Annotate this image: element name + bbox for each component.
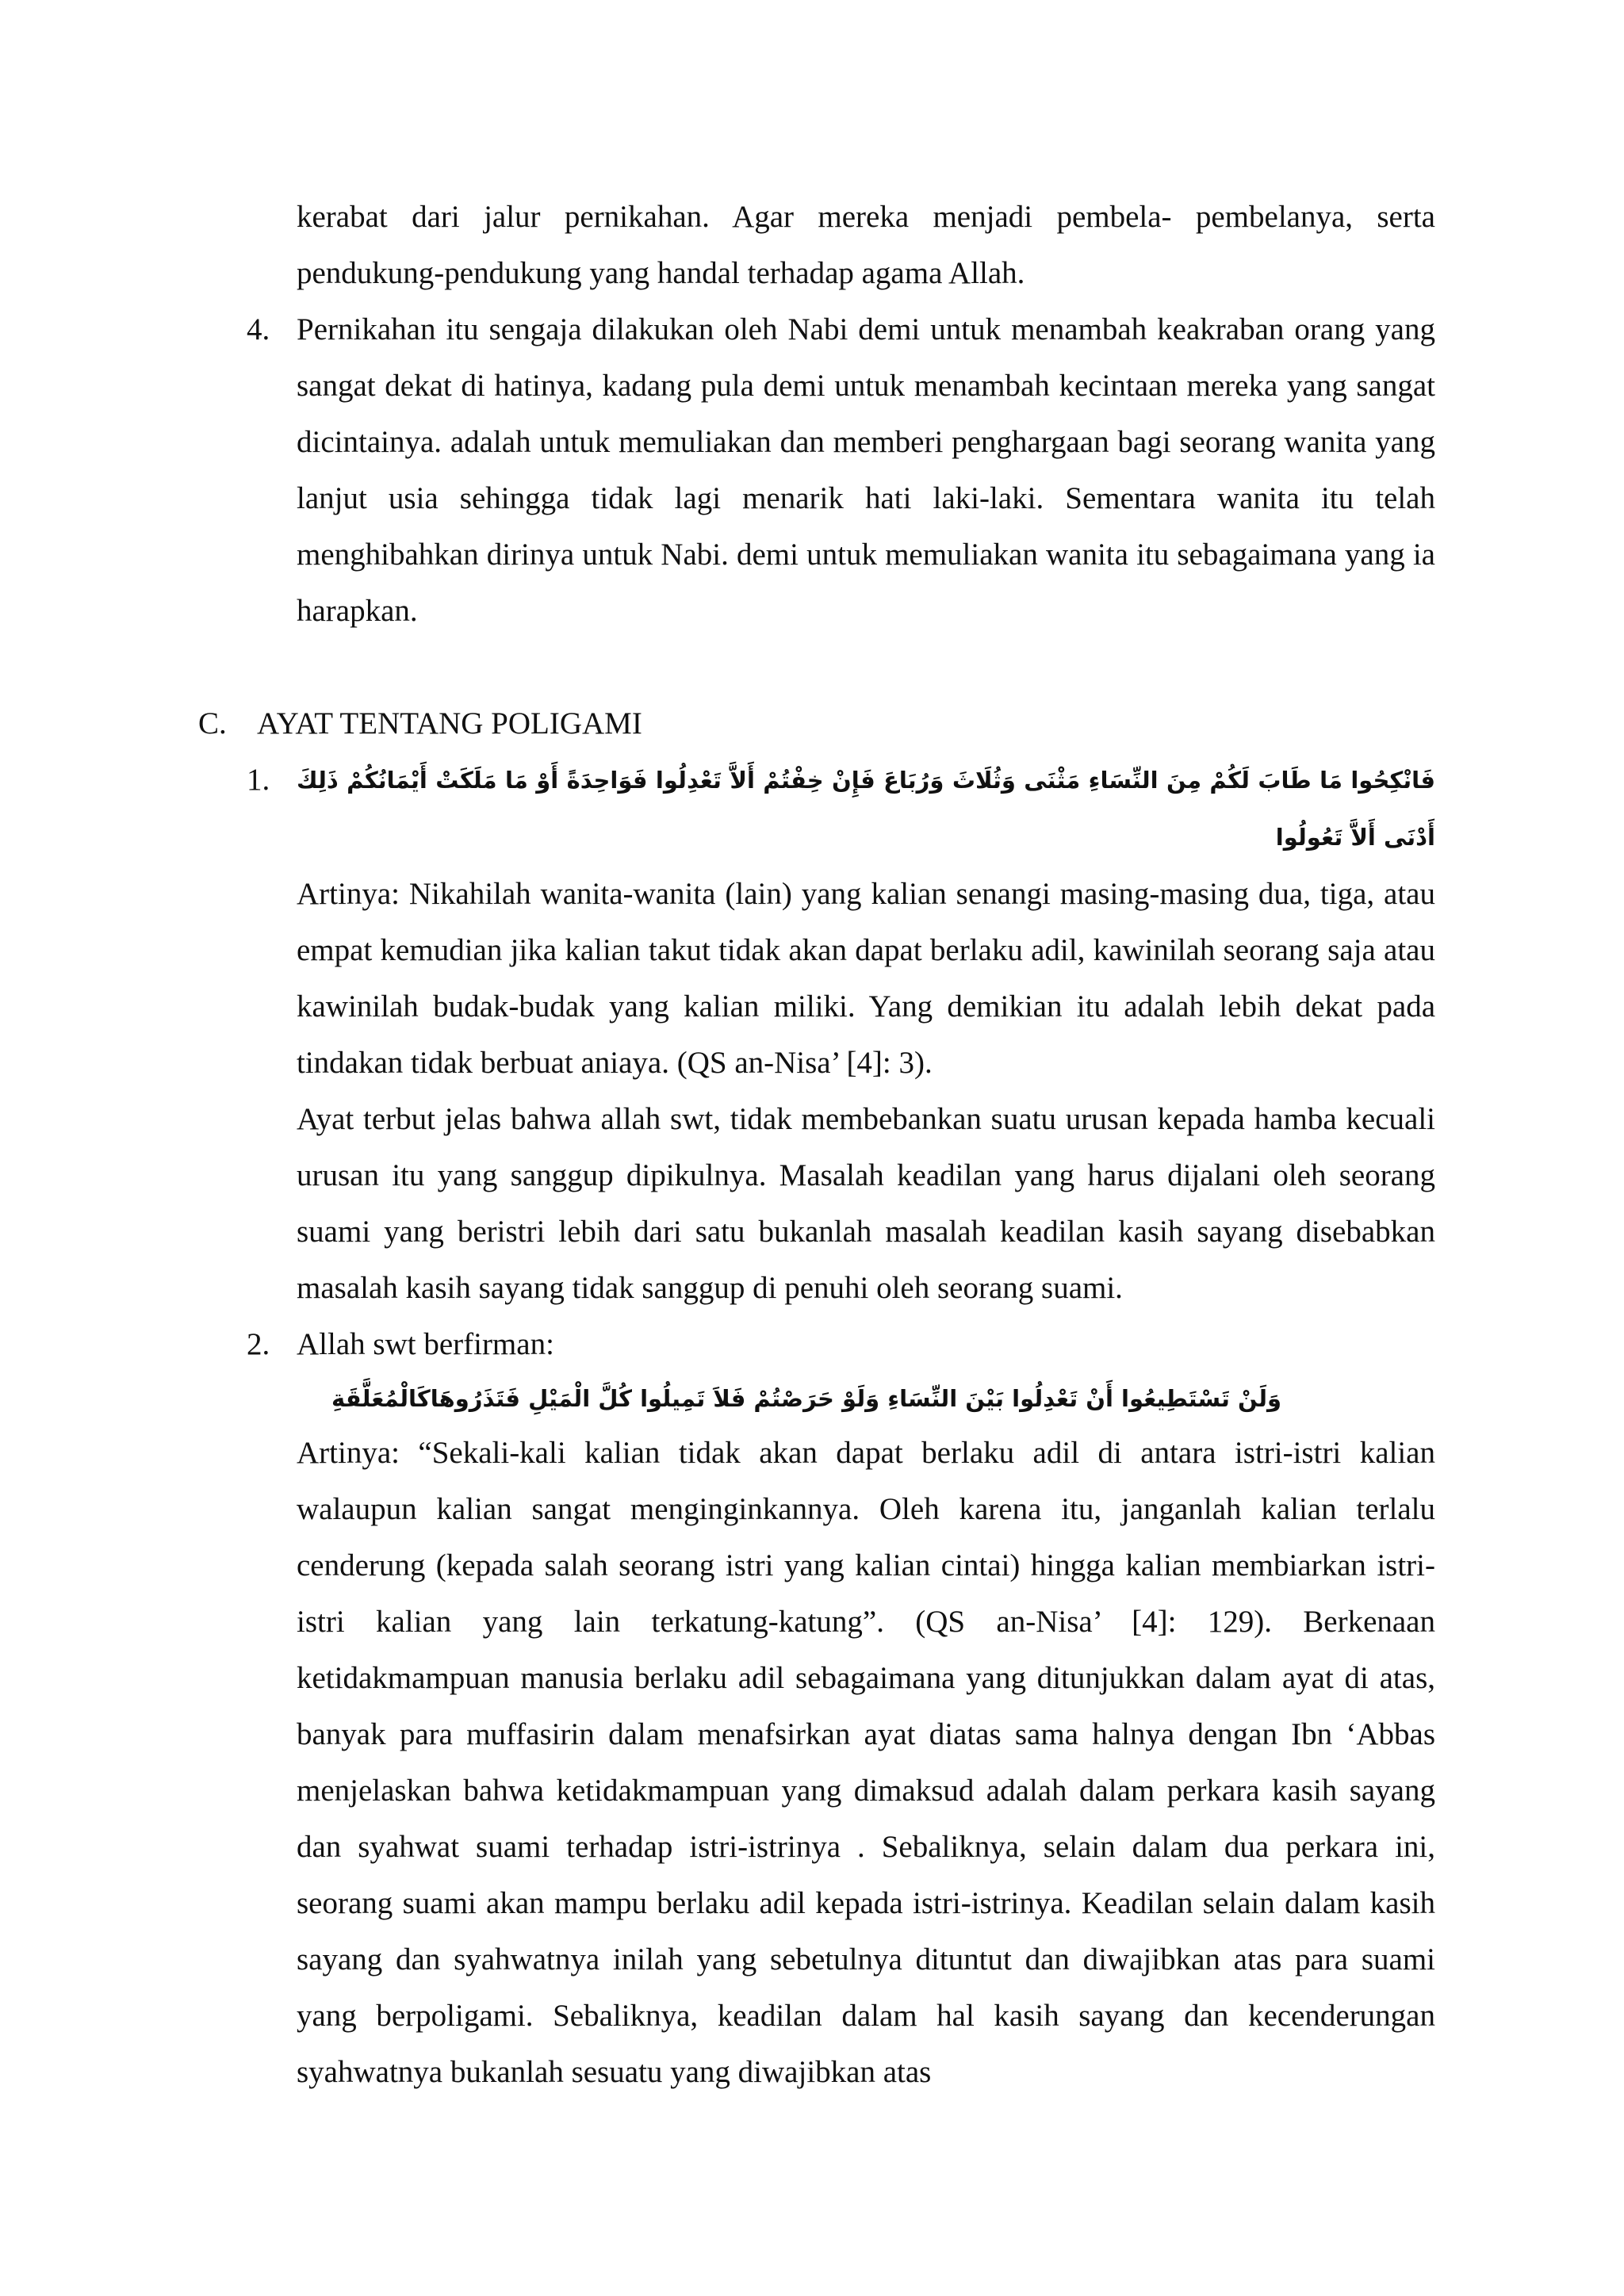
ayat-1 <box>247 752 1435 1316</box>
section-heading <box>198 695 1435 752</box>
arabic-verse: وَلَنْ تَسْتَطِيعُوا أَنْ تَعْدِلُوا بَيْنَ النِّسَاءِ وَلَوْ حَرَصْتُمْ فَلاَ تَمِيلُوا كُلَّ الْمَيْلِ فَتَذَرُوهَاكَالْمُعَلَّقَةِ <box>331 1385 1281 1412</box>
continuation-paragraph: kerabat dari jalur pernikahan. Agar mereka menjadi pembela- pembelanya, serta pendukung-pendukung yang handal terhadap agama Allah. <box>297 200 1435 290</box>
list-number: 2. <box>247 1327 270 1361</box>
document-body <box>198 189 1435 2100</box>
verse-commentary: Ayat terbut jelas bahwa allah swt, tidak membebankan suatu urusan kepada hamba kecuali urusan itu yang sanggup dipikulnya. Masalah keadilan yang harus dijalani oleh seorang suami yang beristri lebih dari satu bukanlah masalah keadilan kasih sayang disebabkan masalah kasih sayang tidak sanggup di penuhi oleh seorang suami. <box>297 1102 1435 1305</box>
list-number: 4. <box>247 312 270 346</box>
verse-intro: Allah swt berfirman: <box>297 1327 554 1361</box>
verse-translation: Artinya: Nikahilah wanita-wanita (lain) yang kalian senangi masing-masing dua, tiga, atau empat kemudian jika kalian takut tidak akan dapat berlaku adil, kawinilah seorang saja atau kawinilah budak-budak yang kalian miliki. Yang demikian itu adalah lebih dekat pada tindakan tidak berbuat aniaya. (QS an-Nisa’ [4]: 3). <box>297 877 1435 1080</box>
verse-translation: Artinya: “Sekali-kali kalian tidak akan dapat berlaku adil di antara istri-istri kalian walaupun kalian sangat menginginkannya. Oleh karena itu, janganlah kalian terlalu cenderung (kepada salah seorang istri yang kalian cintai) hingga kalian membiarkan istri-istri kalian yang lain terkatung-katung”. (QS an-Nisa’ [4]: 129). Berkenaan ketidakmampuan manusia berlaku adil sebagaimana yang ditunjukkan dalam ayat di atas, banyak para muffasirin dalam menafsirkan ayat diatas sama halnya dengan Ibn ‘Abbas menjelaskan bahwa ketidakmampuan yang dimaksud adalah dalam perkara kasih sayang dan syahwat suami terhadap istri-istrinya . Sebaliknya, selain dalam dua perkara ini, seorang suami akan mampu berlaku adil kepada istri-istrinya. Keadilan selain dalam kasih sayang dan syahwatnya inilah yang sebetulnya dituntut dan diwajibkan atas para suami yang berpoligami. Sebaliknya, keadilan dalam hal kasih sayang dan kecenderungan syahwatnya bukanlah sesuatu yang diwajibkan atas <box>297 1436 1435 2089</box>
section-number: C. <box>198 706 227 740</box>
list-item-text: Pernikahan itu sengaja dilakukan oleh Nabi demi untuk menambah keakraban orang yang sangat dekat di hatinya, kadang pula demi untuk menambah kecintaan mereka yang sangat dicintainya. adalah untuk memuliakan dan memberi penghargaan bagi seorang wanita yang lanjut usia sehingga tidak lagi menarik hati laki-laki. Sementara wanita itu telah menghibahkan dirinya untuk Nabi. demi untuk memuliakan wanita itu sebagaimana yang ia harapkan. <box>297 312 1435 628</box>
section-title: AYAT TENTANG POLIGAMI <box>257 706 642 740</box>
list-number: 1. <box>247 763 270 797</box>
list-item-4 <box>247 301 1435 639</box>
arabic-verse: فَانْكِحُوا مَا طَابَ لَكُمْ مِنَ النِّسَاءِ مَثْنَى وَثُلَاثَ وَرُبَاعَ فَإِنْ خِفْتُمْ أَلاَّ تَعْدِلُوا فَوَاحِدَةً أَوْ مَا مَلَكَتْ أَيْمَانُكُمْ ذَلِكَ أَدْنَى أَلاَّ تَعُولُوا <box>297 767 1435 851</box>
ayat-2 <box>247 1316 1435 2100</box>
